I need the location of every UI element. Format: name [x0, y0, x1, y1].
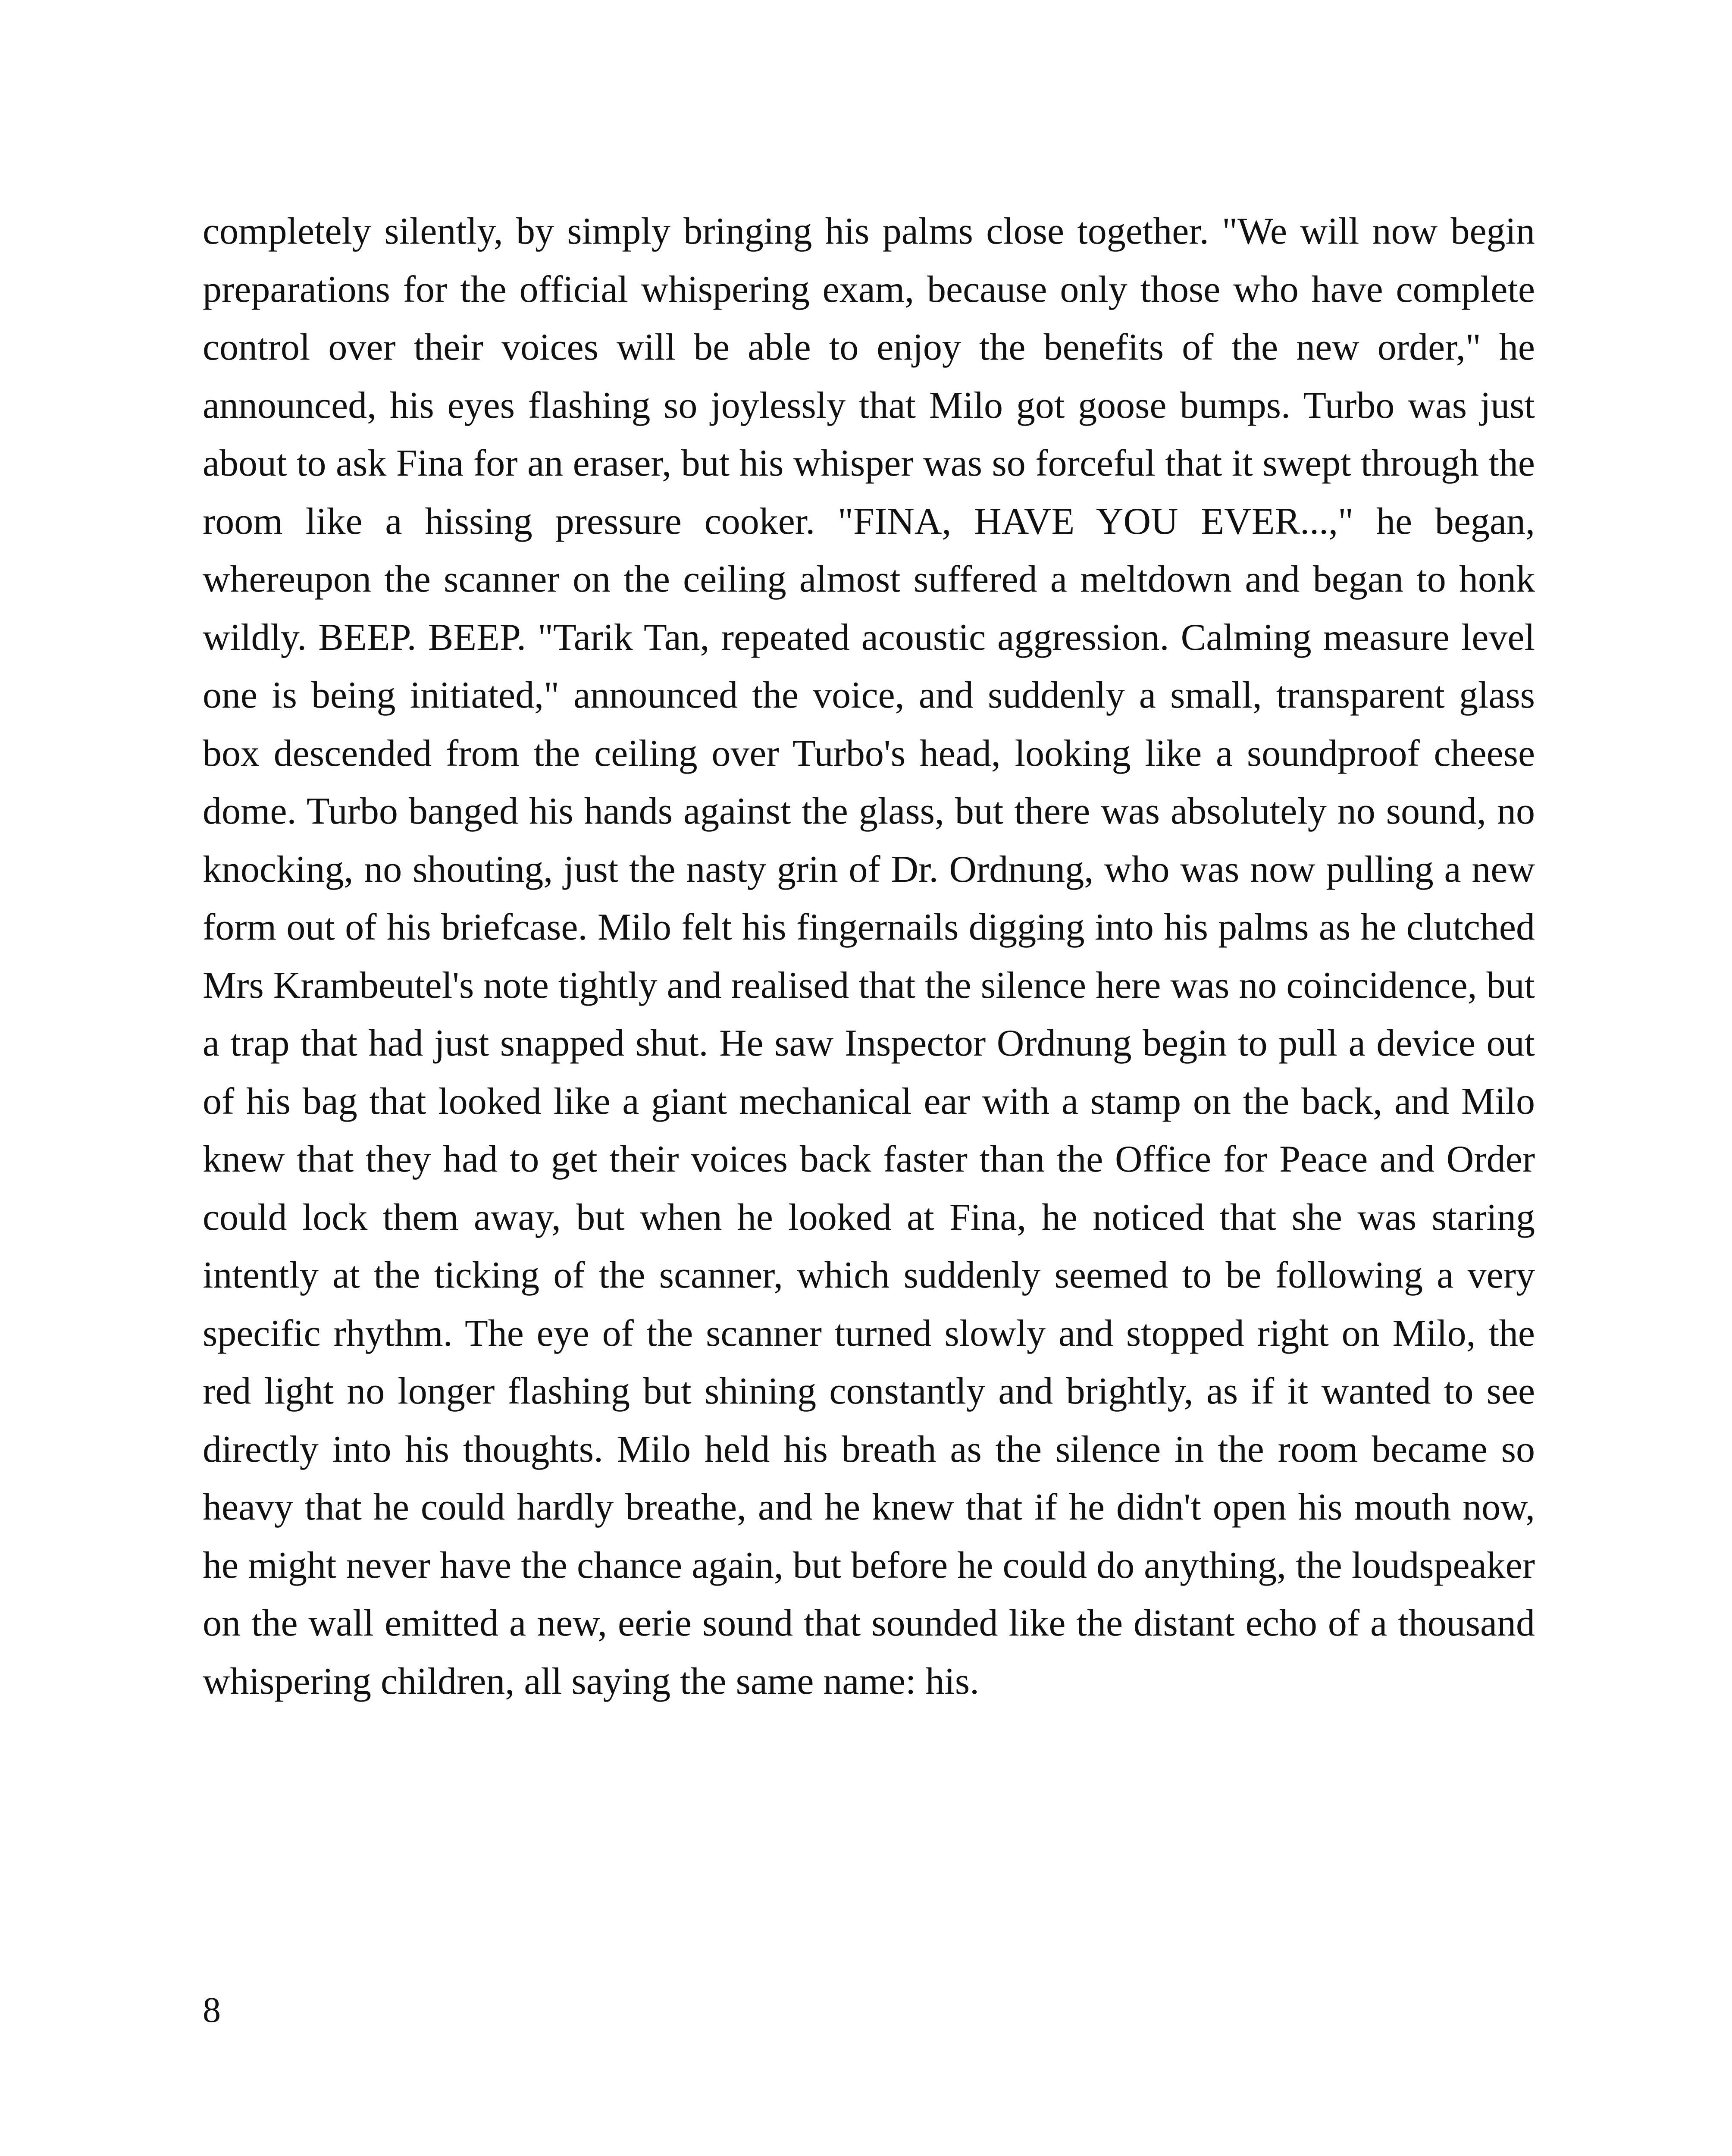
body-paragraph: completely silently, by simply bringing his palms close together. "We will now begin preparations for the official whispering exam, because only those who have complete control over their voices will be able to enjoy the benefits of the new order," he announced, his eyes flashing so joylessly that Milo got goose bumps. Turbo was just about to ask Fina for an eraser, but his whisper was so forceful that it swept through the room like a hissing pressure cooker. "FINA, HAVE YOU EVER...," he began, whereupon the scanner on the ceiling almost suffered a meltdown and began to honk wildly. BEEP. BEEP. "Tarik Tan, repeated acoustic aggression. Calming measure level one is being initiated," announced the voice, and suddenly a small, transparent glass box descended from the ceiling over Turbo's head, looking like a soundproof cheese dome. Turbo banged his hands against the glass, but there was absolutely no sound, no knocking, no shouting, just the nasty grin of Dr. Ordnung, who was now pulling a new form out of his briefcase. Milo felt his fingernails digging into his palms as he clutched Mrs Krambeutel's note tightly and realised that the silence here was no coincidence, but a trap that had just snapped shut. He saw Inspector Ordnung begin to pull a device out of his bag that looked like a giant mechanical ear with a stamp on the back, and Milo knew that they had to get their voices back faster than the Office for Peace and Order could lock them away, but when he looked at Fina, he noticed that she was staring intently at the ticking of the scanner, which suddenly seemed to be following a very specific rhythm. The eye of the scanner turned slowly and stopped right on Milo, the red light no longer flashing but shining constantly and brightly, as if it wanted to see directly into his thoughts. Milo held his breath as the silence in the room became so heavy that he could hardly breathe, and he knew that if he didn't open his mouth now, he might never have the chance again, but before he could do anything, the loudspeaker on the wall emitted a new, eerie sound that sounded like the distant echo of a thousand whispering children, all saying the same name: his.: [203, 210, 1535, 1702]
page-number: 8: [203, 1990, 221, 2030]
